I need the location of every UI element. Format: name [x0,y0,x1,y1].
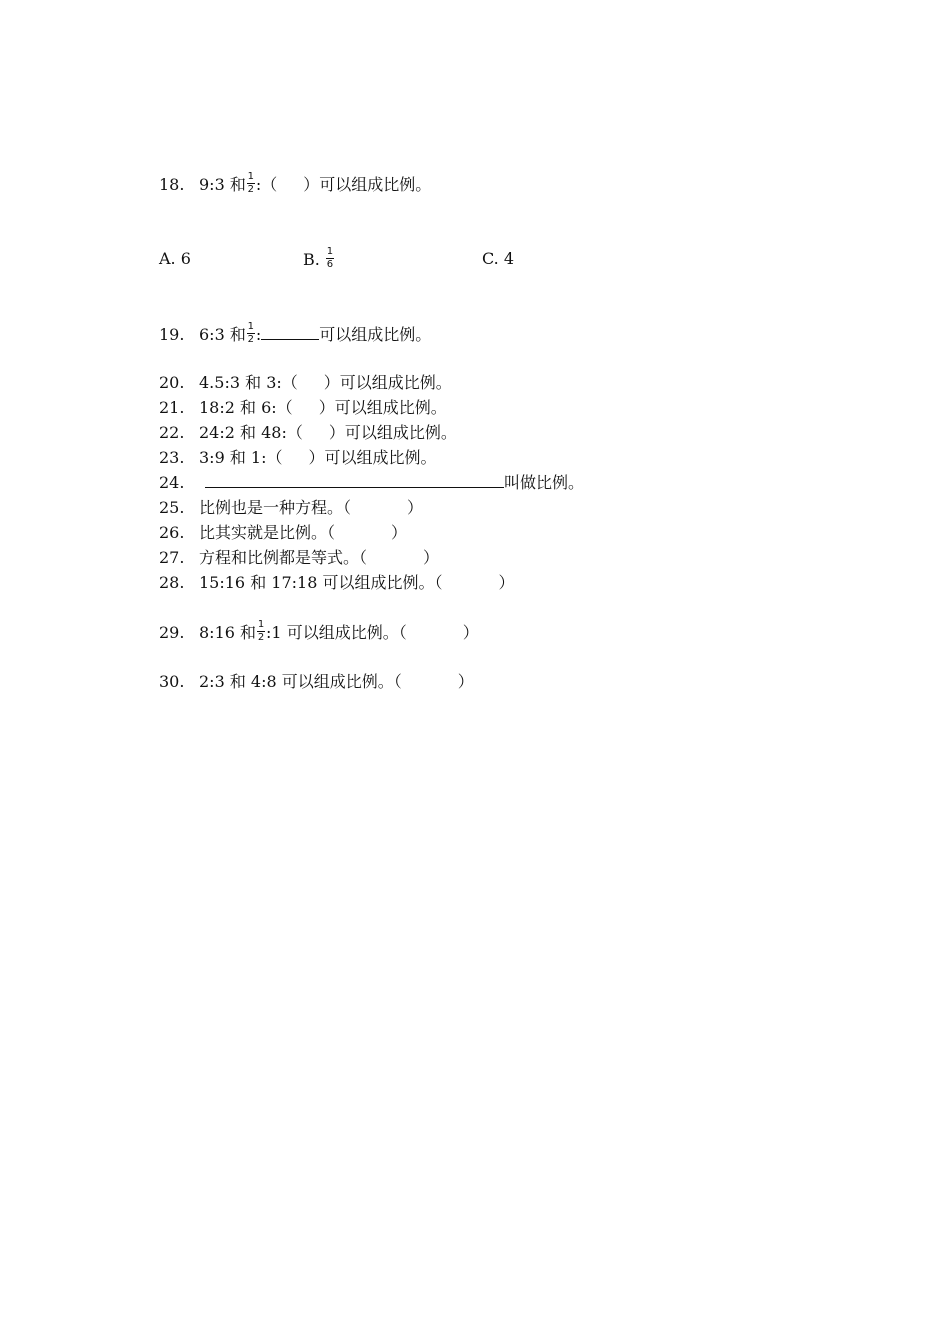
question-number: 27. [159,548,185,567]
question-text: ） [498,573,515,592]
question-28 [159,573,515,593]
question-text: ）可以组成比例。 [303,175,432,194]
fraction [247,322,255,345]
question-text: 2:3 和 4:8 可以组成比例。（ [199,672,402,691]
question-text: 可以组成比例。 [319,325,432,344]
question-text: 15:16 和 17:18 可以组成比例。（ [199,573,443,592]
question-20 [159,373,452,393]
question-19 [159,321,432,345]
question-number: 20. [159,373,185,392]
question-text: ）可以组成比例。 [318,398,447,417]
question-25 [159,498,423,518]
numerator: 1 [247,171,255,182]
denominator: 2 [257,632,265,643]
question-number: 25. [159,498,185,517]
question-number: 18. [159,175,185,194]
question-text: ） [407,498,424,517]
fraction [257,620,265,643]
question-number: 26. [159,523,185,542]
question-text: 9:3 和 [199,175,246,194]
question-text: :（ [255,175,278,194]
question-24 [159,473,584,493]
question-22 [159,423,457,443]
answer-blank[interactable] [205,473,504,488]
question-text: : [255,325,262,344]
question-text: ） [457,672,474,691]
option-label: A. [159,249,176,268]
question-text: ）可以组成比例。 [328,423,457,442]
numerator: 1 [247,321,255,332]
question-23 [159,448,437,468]
option-b[interactable] [303,246,335,272]
question-text: ）可以组成比例。 [323,373,452,392]
question-text: ） [462,623,479,642]
option-a[interactable] [159,249,191,269]
option-value: 4 [503,249,515,268]
question-number: 21. [159,398,185,417]
question-18 [159,171,432,195]
question-text: ） [423,548,440,567]
question-number: 24. [159,473,185,492]
question-text: 6:3 和 [199,325,246,344]
question-number: 19. [159,325,185,344]
denominator: 2 [247,334,255,345]
question-number: 30. [159,672,185,691]
numerator: 1 [257,619,265,630]
question-text: ） [391,523,408,542]
question-text: 4.5:3 和 3:（ [199,373,298,392]
question-21 [159,398,447,418]
option-value: 6 [180,249,191,268]
question-number: 29. [159,623,185,642]
option-label: B. [303,250,320,269]
question-text: 8:16 和 [199,623,257,642]
question-number: 28. [159,573,185,592]
option-label: C. [482,249,499,268]
question-text: 比其实就是比例。（ [199,523,336,542]
question-text: 24:2 和 48:（ [199,423,303,442]
question-text: 3:9 和 1:（ [199,448,283,467]
question-text: :1 可以组成比例。（ [266,623,407,642]
question-29 [159,619,479,643]
question-number: 22. [159,423,185,442]
question-text: ）可以组成比例。 [308,448,437,467]
answer-blank[interactable] [261,325,319,340]
question-text: 叫做比例。 [504,473,585,492]
question-text: 比例也是一种方程。（ [199,498,352,517]
denominator: 6 [326,259,334,270]
question-number: 23. [159,448,185,467]
question-text: 18:2 和 6:（ [199,398,293,417]
question-27 [159,548,439,568]
question-26 [159,523,407,543]
fraction [326,247,334,270]
option-c[interactable] [482,249,514,269]
numerator: 1 [326,246,334,257]
fraction [247,172,255,195]
denominator: 2 [247,184,255,195]
question-text: 方程和比例都是等式。（ [199,548,368,567]
question-30 [159,672,474,692]
